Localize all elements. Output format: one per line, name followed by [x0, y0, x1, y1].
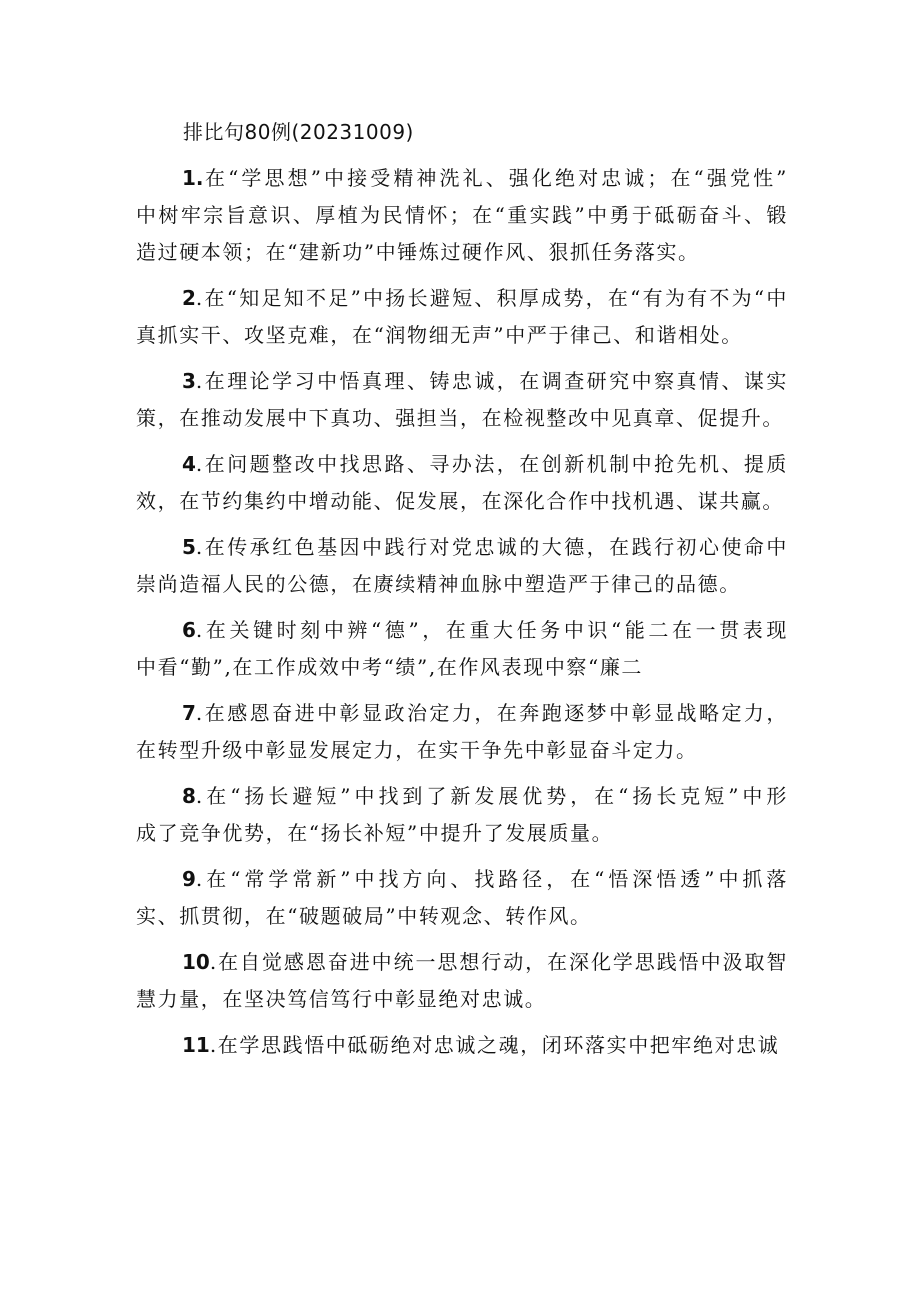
- paragraph-first-line: [136, 612, 788, 649]
- paragraph-first-line: [136, 280, 788, 317]
- line-text: 效，在节约集约中增动能、促发展，在深化合作中找机遇、谋共赢。: [136, 489, 784, 513]
- line-text: .在“知足知不足”中扬长避短、积厚成势，在“有为有不为“中: [195, 286, 788, 310]
- paragraph-item: [136, 280, 788, 354]
- paragraph-first-line: [136, 861, 788, 898]
- paragraph-first-line: [136, 363, 788, 400]
- paragraph-first-line: [136, 944, 788, 981]
- paragraph-item: [136, 695, 788, 769]
- line-text: 真抓实干、攻坚克难，在“润物细无声”中严于律己、和谐相处。: [136, 323, 743, 347]
- item-number: 7: [182, 701, 196, 725]
- line-text: 中看“勤”,在工作成效中考“绩”,在作风表现中察“廉二: [136, 655, 644, 679]
- line-text: 成了竞争优势，在“扬长补短”中提升了发展质量。: [136, 821, 614, 845]
- item-number: 10: [182, 950, 210, 974]
- line-text: .在理论学习中悟真理、铸忠诚，在调查研究中察真情、谋实: [195, 369, 788, 393]
- paragraph-line: [136, 898, 788, 935]
- paragraph-item: [136, 363, 788, 437]
- paragraph-first-line: [136, 1027, 788, 1064]
- paragraph-item: [136, 529, 788, 603]
- paragraph-item: [136, 612, 788, 686]
- line-text: 崇尚造福人民的公德，在赓续精神血脉中塑造严于律己的品德。: [136, 572, 741, 596]
- paragraph-line: [136, 197, 788, 234]
- paragraph-item: [136, 160, 788, 271]
- line-text: 中树牢宗旨意识、厚植为民情怀；在“重实践”中勇于砥砺奋斗、锻: [136, 203, 788, 227]
- paragraph-list: [136, 160, 788, 1073]
- paragraph-first-line: [136, 529, 788, 566]
- line-text: 实、抓贯彻，在“破题破局”中转观念、转作风。: [136, 904, 592, 928]
- paragraph-line: [136, 815, 788, 852]
- line-text: 在“学思想”中接受精神洗礼、强化绝对忠诚；在“强党性”: [203, 166, 788, 190]
- line-text: 策，在推动发展中下真功、强担当，在检视整改中见真章、促提升。: [136, 406, 784, 430]
- line-text: 慧力量，在坚决笃信笃行中彰显绝对忠诚。: [136, 987, 547, 1011]
- paragraph-line: [136, 483, 788, 520]
- item-number: 1.: [182, 166, 204, 190]
- paragraph-line: [136, 234, 788, 271]
- paragraph-first-line: [136, 160, 788, 197]
- paragraph-first-line: [136, 695, 788, 732]
- paragraph-first-line: [136, 446, 788, 483]
- paragraph-item: [136, 1027, 788, 1064]
- paragraph-line: [136, 400, 788, 437]
- line-text: .在“扬长避短”中找到了新发展优势，在“扬长克短”中形: [195, 784, 788, 808]
- paragraph-line: [136, 732, 788, 769]
- item-number: 6: [182, 618, 196, 642]
- paragraph-line: [136, 649, 788, 686]
- line-text: .在“常学常新”中找方向、找路径，在“悟深悟透”中抓落: [195, 867, 788, 891]
- line-text: 在转型升级中彰显发展定力，在实干争先中彰显奋斗定力。: [136, 738, 698, 762]
- item-number: 9: [182, 867, 196, 891]
- paragraph-item: [136, 778, 788, 852]
- item-number: 11: [182, 1033, 210, 1057]
- line-text: .在关键时刻中辨“德”，在重大任务中识“能二在一贯表现: [195, 618, 788, 642]
- paragraph-item: [136, 861, 788, 935]
- paragraph-line: [136, 317, 788, 354]
- line-text: .在自觉感恩奋进中统一思想行动，在深化学思践悟中汲取智: [209, 950, 788, 974]
- paragraph-line: [136, 566, 788, 603]
- paragraph-item: [136, 446, 788, 520]
- line-text: .在感恩奋进中彰显政治定力，在奔跑逐梦中彰显战略定力，: [195, 701, 788, 725]
- item-number: 4: [182, 452, 196, 476]
- item-number: 3: [182, 369, 196, 393]
- item-number: 5: [182, 535, 196, 559]
- line-text: .在学思践悟中砥砺绝对忠诚之魂，闭环落实中把牢绝对忠诚: [209, 1033, 780, 1057]
- paragraph-first-line: [136, 778, 788, 815]
- line-text: .在问题整改中找思路、寻办法，在创新机制中抢先机、提质: [195, 452, 788, 476]
- document-title: 排比句80例(20231009): [183, 120, 414, 144]
- item-number: 2: [182, 286, 196, 310]
- item-number: 8: [182, 784, 196, 808]
- line-text: 造过硬本领；在“建新功”中锤炼过硬作风、狠抓任务落实。: [136, 240, 700, 264]
- paragraph-line: [136, 981, 788, 1018]
- line-text: .在传承红色基因中践行对党忠诚的大德，在践行初心使命中: [195, 535, 788, 559]
- paragraph-item: [136, 944, 788, 1018]
